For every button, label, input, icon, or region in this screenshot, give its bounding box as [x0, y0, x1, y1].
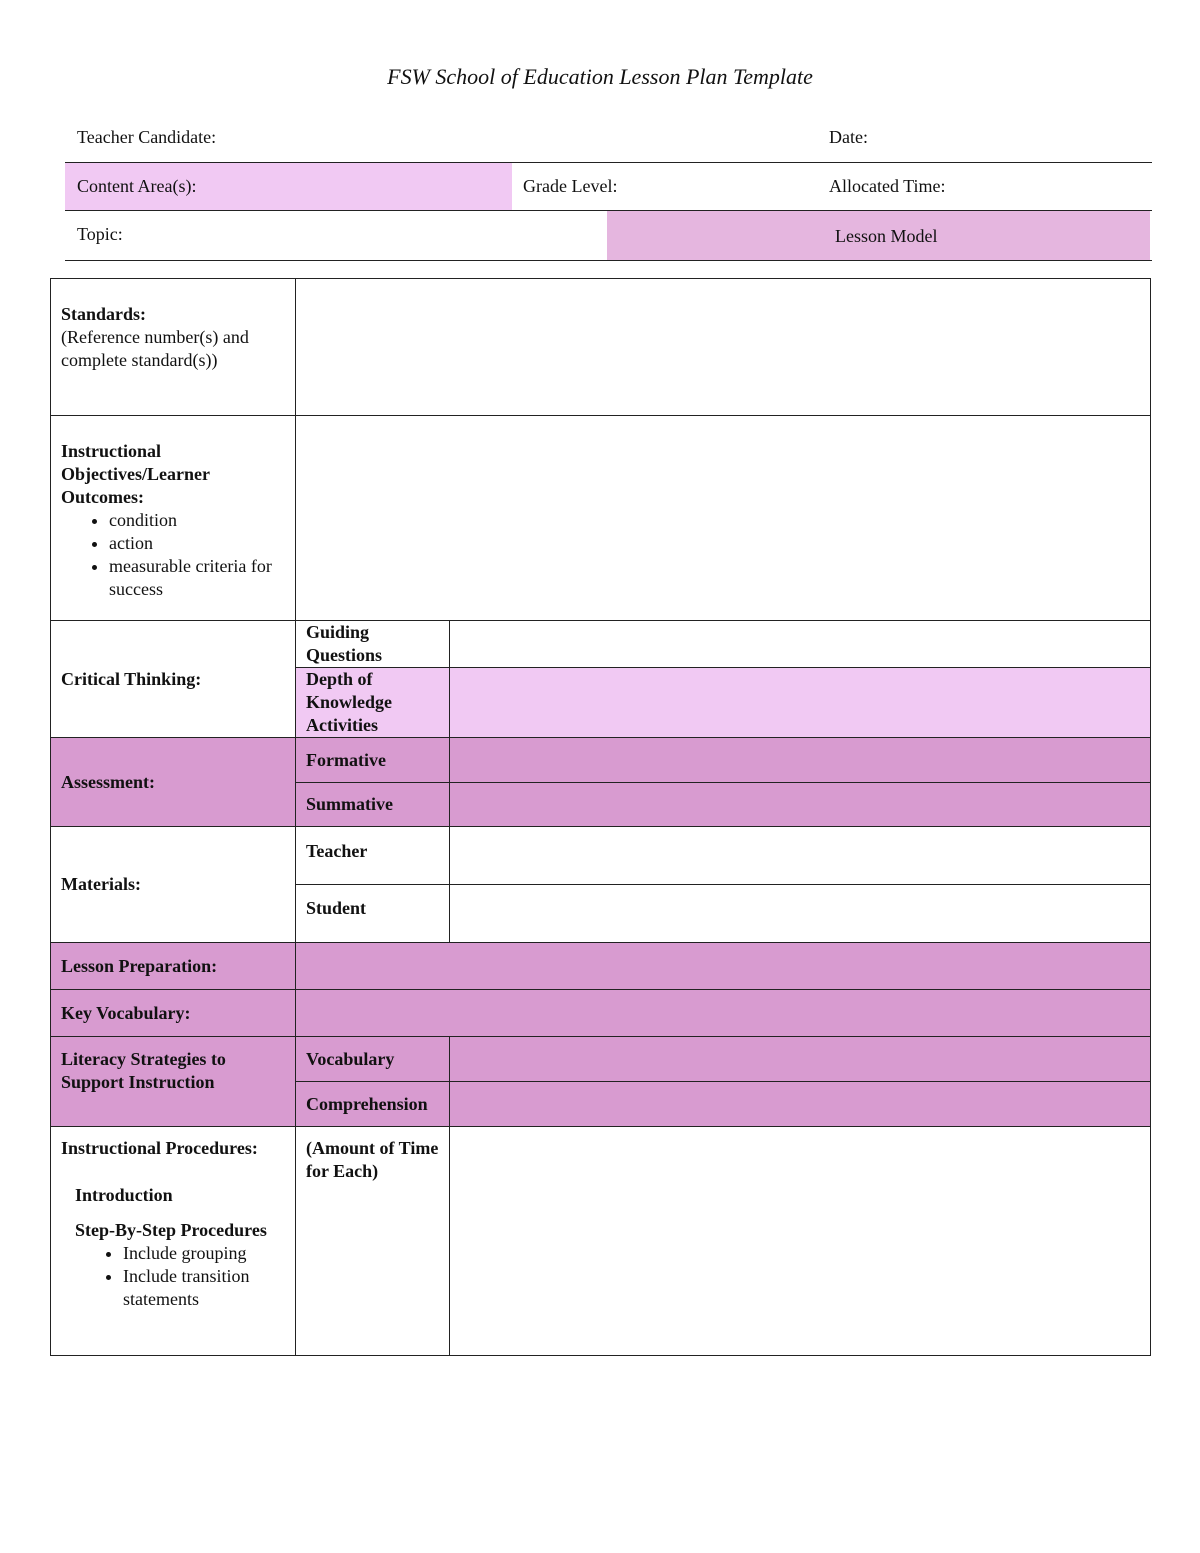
- depth-of-knowledge-label: Depth of Knowledge Activities: [296, 668, 450, 738]
- assessment-label: Assessment:: [51, 738, 296, 827]
- materials-label: Materials:: [51, 827, 296, 943]
- procedures-row: [51, 1127, 1151, 1356]
- vocabulary-strategy-label: Vocabulary: [296, 1037, 450, 1082]
- formative-label: Formative: [296, 738, 450, 783]
- lesson-preparation-label: Lesson Preparation:: [51, 943, 296, 990]
- step-by-step-label: Step-By-Step Procedures: [75, 1220, 267, 1240]
- list-item: • condition: [109, 509, 285, 532]
- introduction-label: Introduction: [75, 1185, 173, 1205]
- procedures-label: Instructional Procedures:: [61, 1138, 258, 1158]
- objectives-label: Instructional Objectives/Learner Outcomes:: [61, 441, 210, 507]
- vocabulary-strategy-content-cell[interactable]: [450, 1037, 1151, 1082]
- teacher-candidate-label: Teacher Candidate:: [77, 127, 217, 147]
- list-item: • Include transition statements: [123, 1265, 285, 1311]
- objectives-bullet-list: [61, 509, 285, 601]
- objectives-row: [51, 416, 1151, 621]
- topic-label: Topic:: [77, 224, 123, 244]
- key-vocabulary-label: Key Vocabulary:: [51, 990, 296, 1037]
- objectives-label-cell: [51, 416, 296, 621]
- literacy-row-1: [51, 1037, 1151, 1082]
- key-vocabulary-row: [51, 990, 1151, 1037]
- summative-content-cell[interactable]: [450, 783, 1151, 827]
- student-materials-label: Student: [296, 885, 450, 943]
- standards-row: [51, 279, 1151, 416]
- literacy-strategies-label: Literacy Strategies to Support Instruction: [51, 1037, 296, 1127]
- lesson-preparation-content-cell[interactable]: [296, 943, 1151, 990]
- procedures-label-cell: [51, 1127, 296, 1356]
- assessment-row-1: [51, 738, 1151, 783]
- critical-thinking-row-1: [51, 621, 1151, 668]
- lesson-preparation-row: [51, 943, 1151, 990]
- header-row-3: [65, 211, 1152, 260]
- header-row-1: [65, 118, 1152, 162]
- header-divider-3: [65, 260, 1152, 261]
- procedures-bullet-list: [61, 1242, 285, 1311]
- standards-label: Standards:: [61, 304, 147, 324]
- content-area-label: Content Area(s):: [77, 176, 197, 196]
- materials-row-1: [51, 827, 1151, 885]
- guiding-questions-label: Guiding Questions: [296, 621, 450, 668]
- comprehension-strategy-content-cell[interactable]: [450, 1082, 1151, 1127]
- lesson-model-label: Lesson Model: [835, 226, 938, 246]
- allocated-time-label: Allocated Time:: [829, 176, 946, 196]
- date-label: Date:: [829, 127, 868, 147]
- standards-label-cell: [51, 279, 296, 416]
- page-title: FSW School of Education Lesson Plan Template: [387, 64, 813, 89]
- teacher-materials-label: Teacher: [296, 827, 450, 885]
- procedures-content-cell[interactable]: [450, 1127, 1151, 1356]
- lesson-plan-table: [50, 278, 1151, 1356]
- standards-content-cell[interactable]: [296, 279, 1151, 416]
- list-item: • measurable criteria for success: [109, 555, 285, 601]
- comprehension-strategy-label: Comprehension: [296, 1082, 450, 1127]
- list-item: • Include grouping: [123, 1242, 285, 1265]
- critical-thinking-label: Critical Thinking:: [51, 621, 296, 738]
- header-row-2: [65, 163, 1152, 210]
- formative-content-cell[interactable]: [450, 738, 1151, 783]
- student-materials-content-cell[interactable]: [450, 885, 1151, 943]
- standards-note: (Reference number(s) and complete standard(s)): [61, 327, 249, 370]
- objectives-content-cell[interactable]: [296, 416, 1151, 621]
- summative-label: Summative: [296, 783, 450, 827]
- grade-level-label: Grade Level:: [523, 176, 618, 196]
- list-item: • action: [109, 532, 285, 555]
- key-vocabulary-content-cell[interactable]: [296, 990, 1151, 1037]
- guiding-questions-content-cell[interactable]: [450, 621, 1151, 668]
- depth-of-knowledge-content-cell[interactable]: [450, 668, 1151, 738]
- time-note-label: (Amount of Time for Each): [296, 1127, 450, 1356]
- teacher-materials-content-cell[interactable]: [450, 827, 1151, 885]
